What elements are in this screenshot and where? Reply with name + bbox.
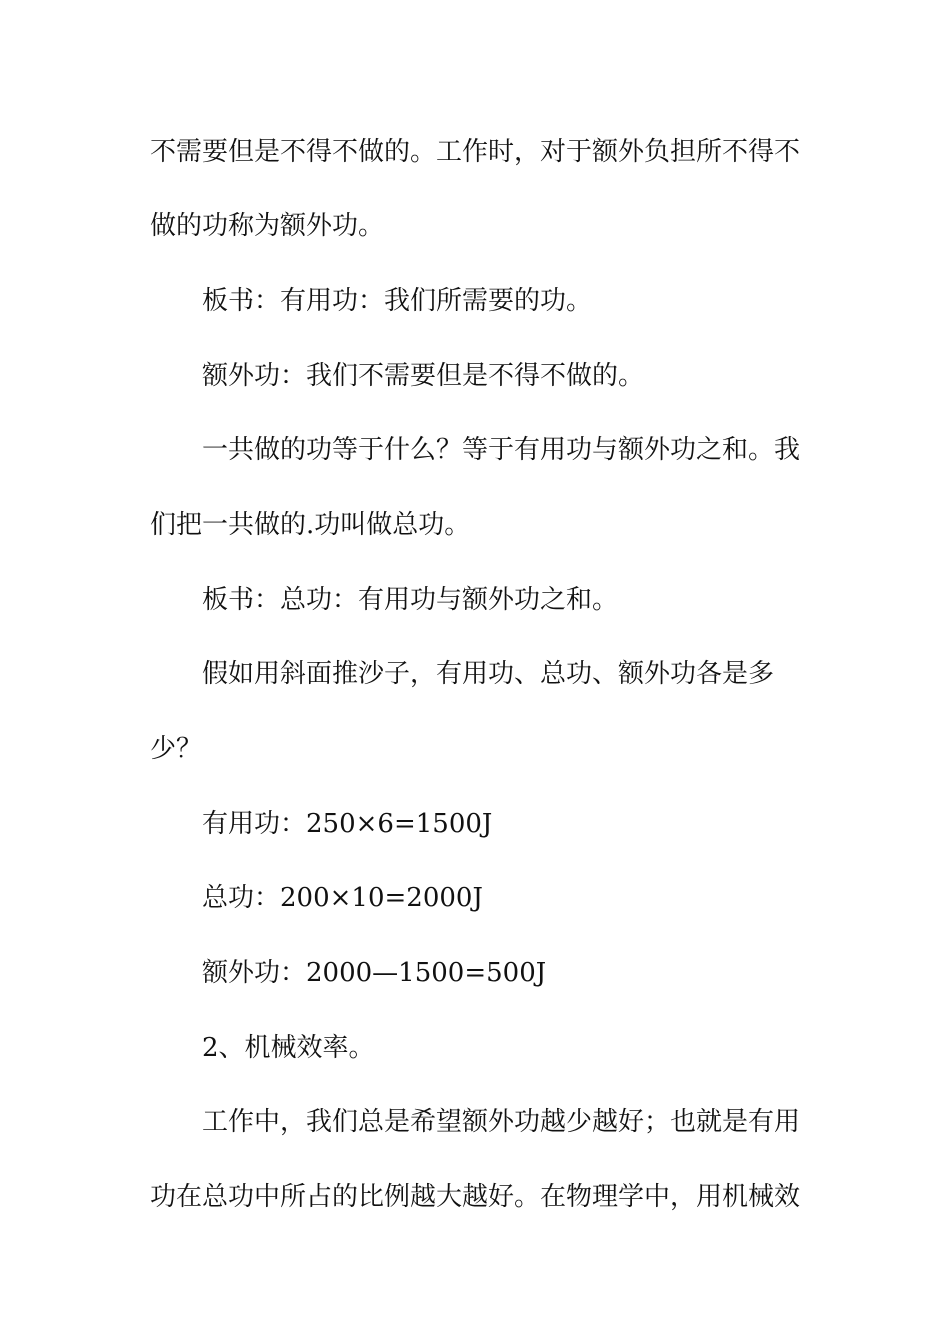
- text-line: 额外功：我们不需要但是不得不做的。: [202, 361, 645, 391]
- text-line: 假如用斜面推沙子，有用功、总功、额外功各是多: [202, 659, 775, 689]
- text-line: 2、机械效率。: [202, 1033, 375, 1063]
- text-line: 功在总功中所占的比例越大越好。在物理学中，用机械效: [150, 1182, 801, 1212]
- text-line: 少？: [150, 734, 203, 764]
- text-line: 总功：200×10=2000J: [202, 883, 483, 913]
- text-line: 不需要但是不得不做的。工作时，对于额外负担所不得不: [150, 137, 801, 167]
- text-line: 额外功：2000—1500=500J: [202, 958, 547, 988]
- text-line: 做的功称为额外功。: [150, 211, 385, 241]
- text-line: 有用功：250×6=1500J: [202, 809, 493, 839]
- text-line: 一共做的功等于什么？等于有用功与额外功之和。我: [202, 435, 801, 465]
- text-line: 板书：总功：有用功与额外功之和。: [202, 585, 619, 615]
- text-line: 板书：有用功：我们所需要的功。: [202, 286, 593, 316]
- text-line: 工作中，我们总是希望额外功越少越好；也就是有用: [202, 1107, 801, 1137]
- text-line: 们把一共做的.功叫做总功。: [150, 510, 471, 540]
